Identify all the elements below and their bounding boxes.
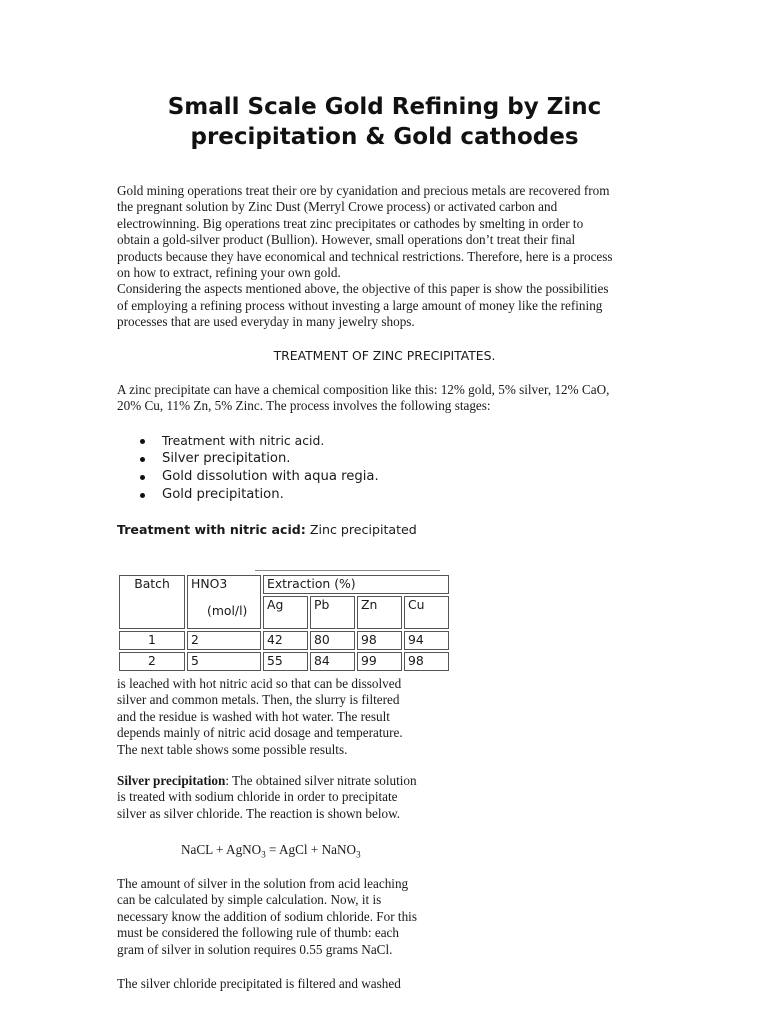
header-hno3: [187, 575, 261, 629]
section-heading: TREATMENT OF ZINC PRECIPITATES.: [273, 348, 496, 363]
intro-line: of employing a refining process without investing a large amount of money like the refining: [117, 297, 603, 313]
title-line-1: Small Scale Gold Refining by Zinc: [167, 94, 602, 120]
table-cell: 80: [310, 631, 355, 650]
leach-line: The next table shows some possible results.: [117, 741, 348, 757]
header-hno3-label: HNO3: [191, 576, 228, 591]
silver-heading: Silver precipitation: [117, 773, 226, 788]
amount-line: gram of silver in solution requires 0.55 grams NaCl.: [117, 941, 393, 957]
nitric-acid-heading: [117, 522, 417, 537]
header-hno3-unit: (mol/l): [207, 603, 248, 618]
bullet-icon: [140, 439, 145, 444]
list-item: Silver precipitation.: [138, 450, 379, 468]
table-cell: 94: [404, 631, 449, 650]
silver-paragraph: [117, 773, 440, 822]
intro-line: electrowinning. Big operations treat zinc precipitates or cathodes by smelting in order to: [117, 215, 584, 231]
list-item: Treatment with nitric acid.: [138, 432, 379, 450]
table-cell: 99: [357, 652, 402, 671]
composition-line: A zinc precipitate can have a chemical composition like this: 12% gold, 5% silver, 12% CaO,: [117, 382, 610, 397]
table-row: [119, 575, 449, 594]
table-cell: 2: [119, 652, 185, 671]
leach-line: is leached with hot nitric acid so that can be dissolved: [117, 676, 402, 691]
intro-line: the pregnant solution by Zinc Dust (Merryl Crowe process) or activated carbon and: [117, 199, 558, 215]
table-cell: 1: [119, 631, 185, 650]
intro-line: on how to extract, refining your own gold.: [117, 265, 341, 281]
reaction-equation: NaCL + AgNO$_3$ = AgCl + NaNO$_3$: [181, 842, 361, 860]
leach-line: and the residue is washed with hot water. The result: [117, 708, 390, 724]
header-metal: Cu: [404, 596, 449, 629]
bullet-icon: [140, 493, 145, 498]
leach-line: depends mainly of nitric acid dosage and temperature.: [117, 725, 403, 741]
nitric-acid-heading-bold: Treatment with nitric acid:: [117, 522, 306, 537]
silver-line: silver as silver chloride. The reaction is shown below.: [117, 805, 401, 821]
composition-line: 20% Cu, 11% Zn, 5% Zinc. The process involves the following stages:: [117, 398, 491, 414]
amount-paragraph: [117, 876, 440, 958]
table-rule: [255, 570, 440, 571]
silver-line: is treated with sodium chloride in order to precipitate: [117, 789, 398, 805]
leach-line: silver and common metals. Then, the slurry is filtered: [117, 692, 400, 708]
list-item: Gold dissolution with aqua regia.: [138, 468, 379, 486]
extraction-table: [117, 573, 451, 673]
table-row: [119, 631, 449, 650]
amount-line: can be calculated by simple calculation. Now, it is: [117, 892, 382, 908]
silver-line: Silver precipitation: The obtained silver nitrate solution: [117, 773, 417, 788]
final-paragraph: The silver chloride precipitated is filtered and washed: [117, 976, 401, 991]
stages-list: [138, 432, 379, 504]
table-cell: 98: [404, 652, 449, 671]
header-metal: Zn: [357, 596, 402, 629]
header-metal: Pb: [310, 596, 355, 629]
intro-line: Gold mining operations treat their ore by cyanidation and precious metals are recovered from: [117, 183, 610, 198]
amount-line: The amount of silver in the solution from acid leaching: [117, 876, 409, 891]
header-extraction: Extraction (%): [263, 575, 449, 594]
amount-line: must be considered the following rule of thumb: each: [117, 925, 399, 941]
intro-line: Considering the aspects mentioned above, the objective of this paper is show the possibilities: [117, 281, 609, 297]
leach-paragraph: [117, 676, 440, 758]
header-metal: Ag: [263, 596, 308, 629]
table-cell: 5: [187, 652, 261, 671]
table-row: [119, 652, 449, 671]
intro-line: obtain a gold-silver product (Bullion). However, small operations don’t treat their final: [117, 232, 576, 248]
table-cell: 55: [263, 652, 308, 671]
intro-line: products because they have economical and technical restrictions. Therefore, here is a process: [117, 248, 613, 264]
header-batch: Batch: [119, 575, 185, 629]
amount-line: necessary know the addition of sodium chloride. For this: [117, 908, 417, 924]
list-item: Gold precipitation.: [138, 486, 379, 504]
bullet-icon: [140, 457, 145, 462]
table-cell: 84: [310, 652, 355, 671]
nitric-acid-heading-rest: Zinc precipitated: [305, 522, 417, 537]
table-cell: 42: [263, 631, 308, 650]
table-cell: 98: [357, 631, 402, 650]
table-cell: 2: [187, 631, 261, 650]
title-line-2: precipitation & Gold cathodes: [190, 124, 579, 150]
intro-line: processes that are used everyday in many jewelry shops.: [117, 314, 415, 330]
document-title: [117, 92, 652, 152]
bullet-icon: [140, 475, 145, 480]
composition-paragraph: [117, 382, 652, 415]
intro-paragraph: [117, 183, 652, 331]
